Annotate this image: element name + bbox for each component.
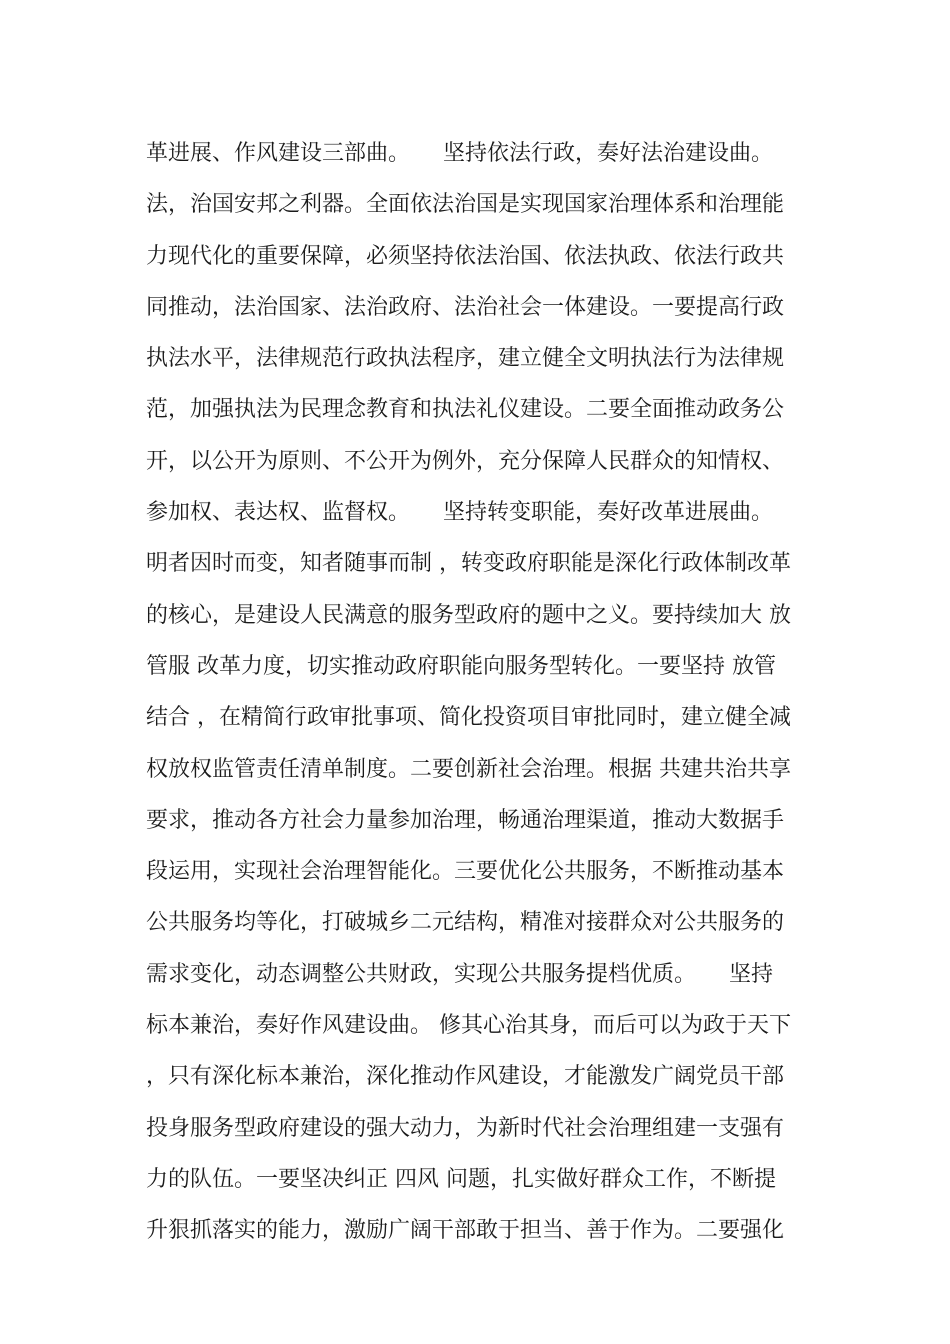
text-line: ，只有深化标本兼治，深化推动作风建设，才能激发广阔党员干部: [146, 1064, 785, 1090]
text-line: 权放权监管责任清单制度。二要创新社会治理。根据 共建共治共享: [146, 756, 791, 782]
text-line: 执法水平，法律规范行政执法程序，建立健全文明执法行为法律规: [146, 346, 785, 372]
text-line: 升狠抓落实的能力，激励广阔干部敢于担当、善于作为。二要强化: [146, 1218, 785, 1244]
text-line: 开，以公开为原则、不公开为例外，充分保障人民群众的知情权、: [146, 448, 785, 474]
text-line: 明者因时而变，知者随事而制 ，转变政府职能是深化行政体制改革: [146, 551, 791, 577]
text-line: 管服 改革力度，切实推动政府职能向服务型转化。一要坚持 放管: [146, 653, 776, 679]
text-line: 结合 ，在精简行政审批事项、简化投资项目审批同时，建立健全减: [146, 705, 791, 731]
text-line: 标本兼治，奏好作风建设曲。 修其心治其身，而后可以为政于天下: [146, 1013, 791, 1039]
text-line: 投身服务型政府建设的强大动力，为新时代社会治理组建一支强有: [146, 1115, 785, 1141]
body-text: [146, 128, 816, 1257]
text-line: 同推动，法治国家、法治政府、法治社会一体建设。一要提高行政: [146, 294, 785, 320]
text-line: 段运用，实现社会治理智能化。三要优化公共服务，不断推动基本: [146, 859, 785, 885]
text-line: 力现代化的重要保障，必须坚持依法治国、依法执政、依法行政共: [146, 243, 785, 269]
text-line: 要求，推动各方社会力量参加治理，畅通治理渠道，推动大数据手: [146, 807, 785, 833]
text-line: 力的队伍。一要坚决纠正 四风 问题，扎实做好群众工作，不断提: [146, 1166, 776, 1192]
text-line: 的核心，是建设人民满意的服务型政府的题中之义。要持续加大 放: [146, 602, 791, 628]
text-line: 参加权、表达权、监督权。 坚持转变职能，奏好改革进展曲。: [146, 500, 774, 526]
text-line: 法，治国安邦之利器。全面依法治国是实现国家治理体系和治理能: [146, 192, 785, 218]
text-line: 需求变化，动态调整公共财政，实现公共服务提档优质。 坚持: [146, 961, 774, 987]
text-line: 公共服务均等化，打破城乡二元结构，精准对接群众对公共服务的: [146, 910, 785, 936]
text-line: 范，加强执法为民理念教育和执法礼仪建设。二要全面推动政务公: [146, 397, 785, 423]
text-line: 革进展、作风建设三部曲。 坚持依法行政，奏好法治建设曲。: [146, 141, 774, 166]
